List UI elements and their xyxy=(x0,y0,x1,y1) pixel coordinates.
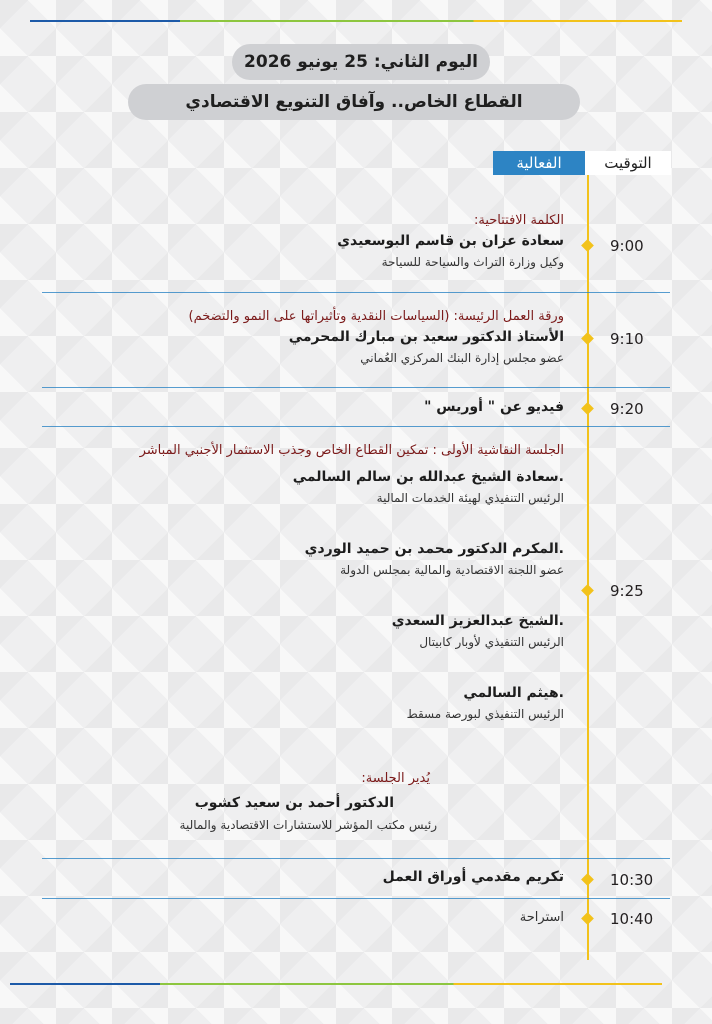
moderator-title: يُدير الجلسة: xyxy=(361,771,430,786)
item-title: الكلمة الافتتاحية: xyxy=(473,213,564,228)
speaker-role: عضو مجلس إدارة البنك المركزي العُماني xyxy=(360,351,564,365)
timeline-diamond-icon xyxy=(581,912,594,925)
column-header-activity: الفعالية xyxy=(493,151,585,175)
row-divider xyxy=(42,292,670,293)
speaker-role: وكيل وزارة التراث والسياحة للسياحة xyxy=(381,255,564,269)
agenda-item-video xyxy=(424,396,564,418)
bullet: . xyxy=(558,613,564,629)
speaker-role: الرئيس التنفيذي لبورصة مسقط xyxy=(406,707,564,721)
row-time: 9:10 xyxy=(610,330,644,348)
item-title: ورقة العمل الرئيسة: (السياسات النقدية وتأثيراتها على النمو والتضخم) xyxy=(188,309,564,324)
speaker-role: الرئيس التنفيذي لهيئة الخدمات المالية xyxy=(376,491,564,505)
item-name: فيديو عن " أوريس " xyxy=(424,399,564,415)
moderator-block xyxy=(361,770,430,788)
column-header-time: التوقيت xyxy=(585,151,671,175)
panel-speaker xyxy=(293,466,564,508)
speaker-name: سعادة عزان بن قاسم البوسعيدي xyxy=(337,233,564,249)
item-title: الجلسة النقاشية الأولى : تمكين القطاع الخاص وجذب الاستثمار الأجنبي المباشر xyxy=(139,443,564,458)
row-time: 9:00 xyxy=(610,237,644,255)
speaker-name: المكرم الدكتور محمد بن حميد الوردي xyxy=(304,541,559,557)
timeline-diamond-icon xyxy=(581,402,594,415)
timeline-diamond-icon xyxy=(581,239,594,252)
agenda-item-keynote xyxy=(189,308,564,368)
speaker-name: الشيخ عبدالعزيز السعدي xyxy=(391,613,559,629)
bullet: . xyxy=(558,685,564,701)
row-time: 10:40 xyxy=(610,910,654,928)
row-divider xyxy=(42,858,670,859)
bottom-decor-line xyxy=(10,983,662,985)
item-name: تكريم مقدمي أوراق العمل xyxy=(382,869,564,885)
row-divider xyxy=(42,387,670,388)
panel-speaker xyxy=(392,610,564,652)
speaker-name: هيثم السالمي xyxy=(463,685,559,701)
timeline-diamond-icon xyxy=(581,332,594,345)
item-name: استراحة xyxy=(519,910,564,925)
moderator-role-block xyxy=(180,815,437,835)
bullet: . xyxy=(558,541,564,557)
panel-session-title-block xyxy=(140,442,564,460)
speaker-name: سعادة الشيخ عبدالله بن سالم السالمي xyxy=(292,469,559,485)
moderator-role: رئيس مكتب المؤشر للاستشارات الاقتصادية والمالية xyxy=(179,818,437,832)
speaker-role: الرئيس التنفيذي لأوبار كابيتال xyxy=(419,635,564,649)
row-time: 9:20 xyxy=(610,400,644,418)
day-label: اليوم الثاني: 25 يونيو 2026 xyxy=(232,44,490,80)
row-divider xyxy=(42,898,670,899)
panel-speaker xyxy=(305,538,564,580)
agenda-item-break xyxy=(520,908,564,928)
timeline-diamond-icon xyxy=(581,873,594,886)
timeline-diamond-icon xyxy=(581,584,594,597)
speaker-role: عضو اللجنة الاقتصادية والمالية بمجلس الدولة xyxy=(340,563,564,577)
agenda-item-opening xyxy=(337,212,564,272)
theme-title: القطاع الخاص.. وآفاق التنويع الاقتصادي xyxy=(128,84,580,120)
row-time: 9:25 xyxy=(610,582,644,600)
moderator-name-block xyxy=(195,792,394,814)
speaker-name: الأستاذ الدكتور سعيد بن مبارك المحرمي xyxy=(288,329,564,345)
agenda-item-honoring xyxy=(383,866,564,888)
panel-speaker xyxy=(407,682,564,724)
row-divider xyxy=(42,426,670,427)
row-time: 10:30 xyxy=(610,871,654,889)
top-decor-line xyxy=(30,20,682,22)
moderator-name: الدكتور أحمد بن سعيد كشوب xyxy=(194,795,394,811)
bullet: . xyxy=(558,469,564,485)
